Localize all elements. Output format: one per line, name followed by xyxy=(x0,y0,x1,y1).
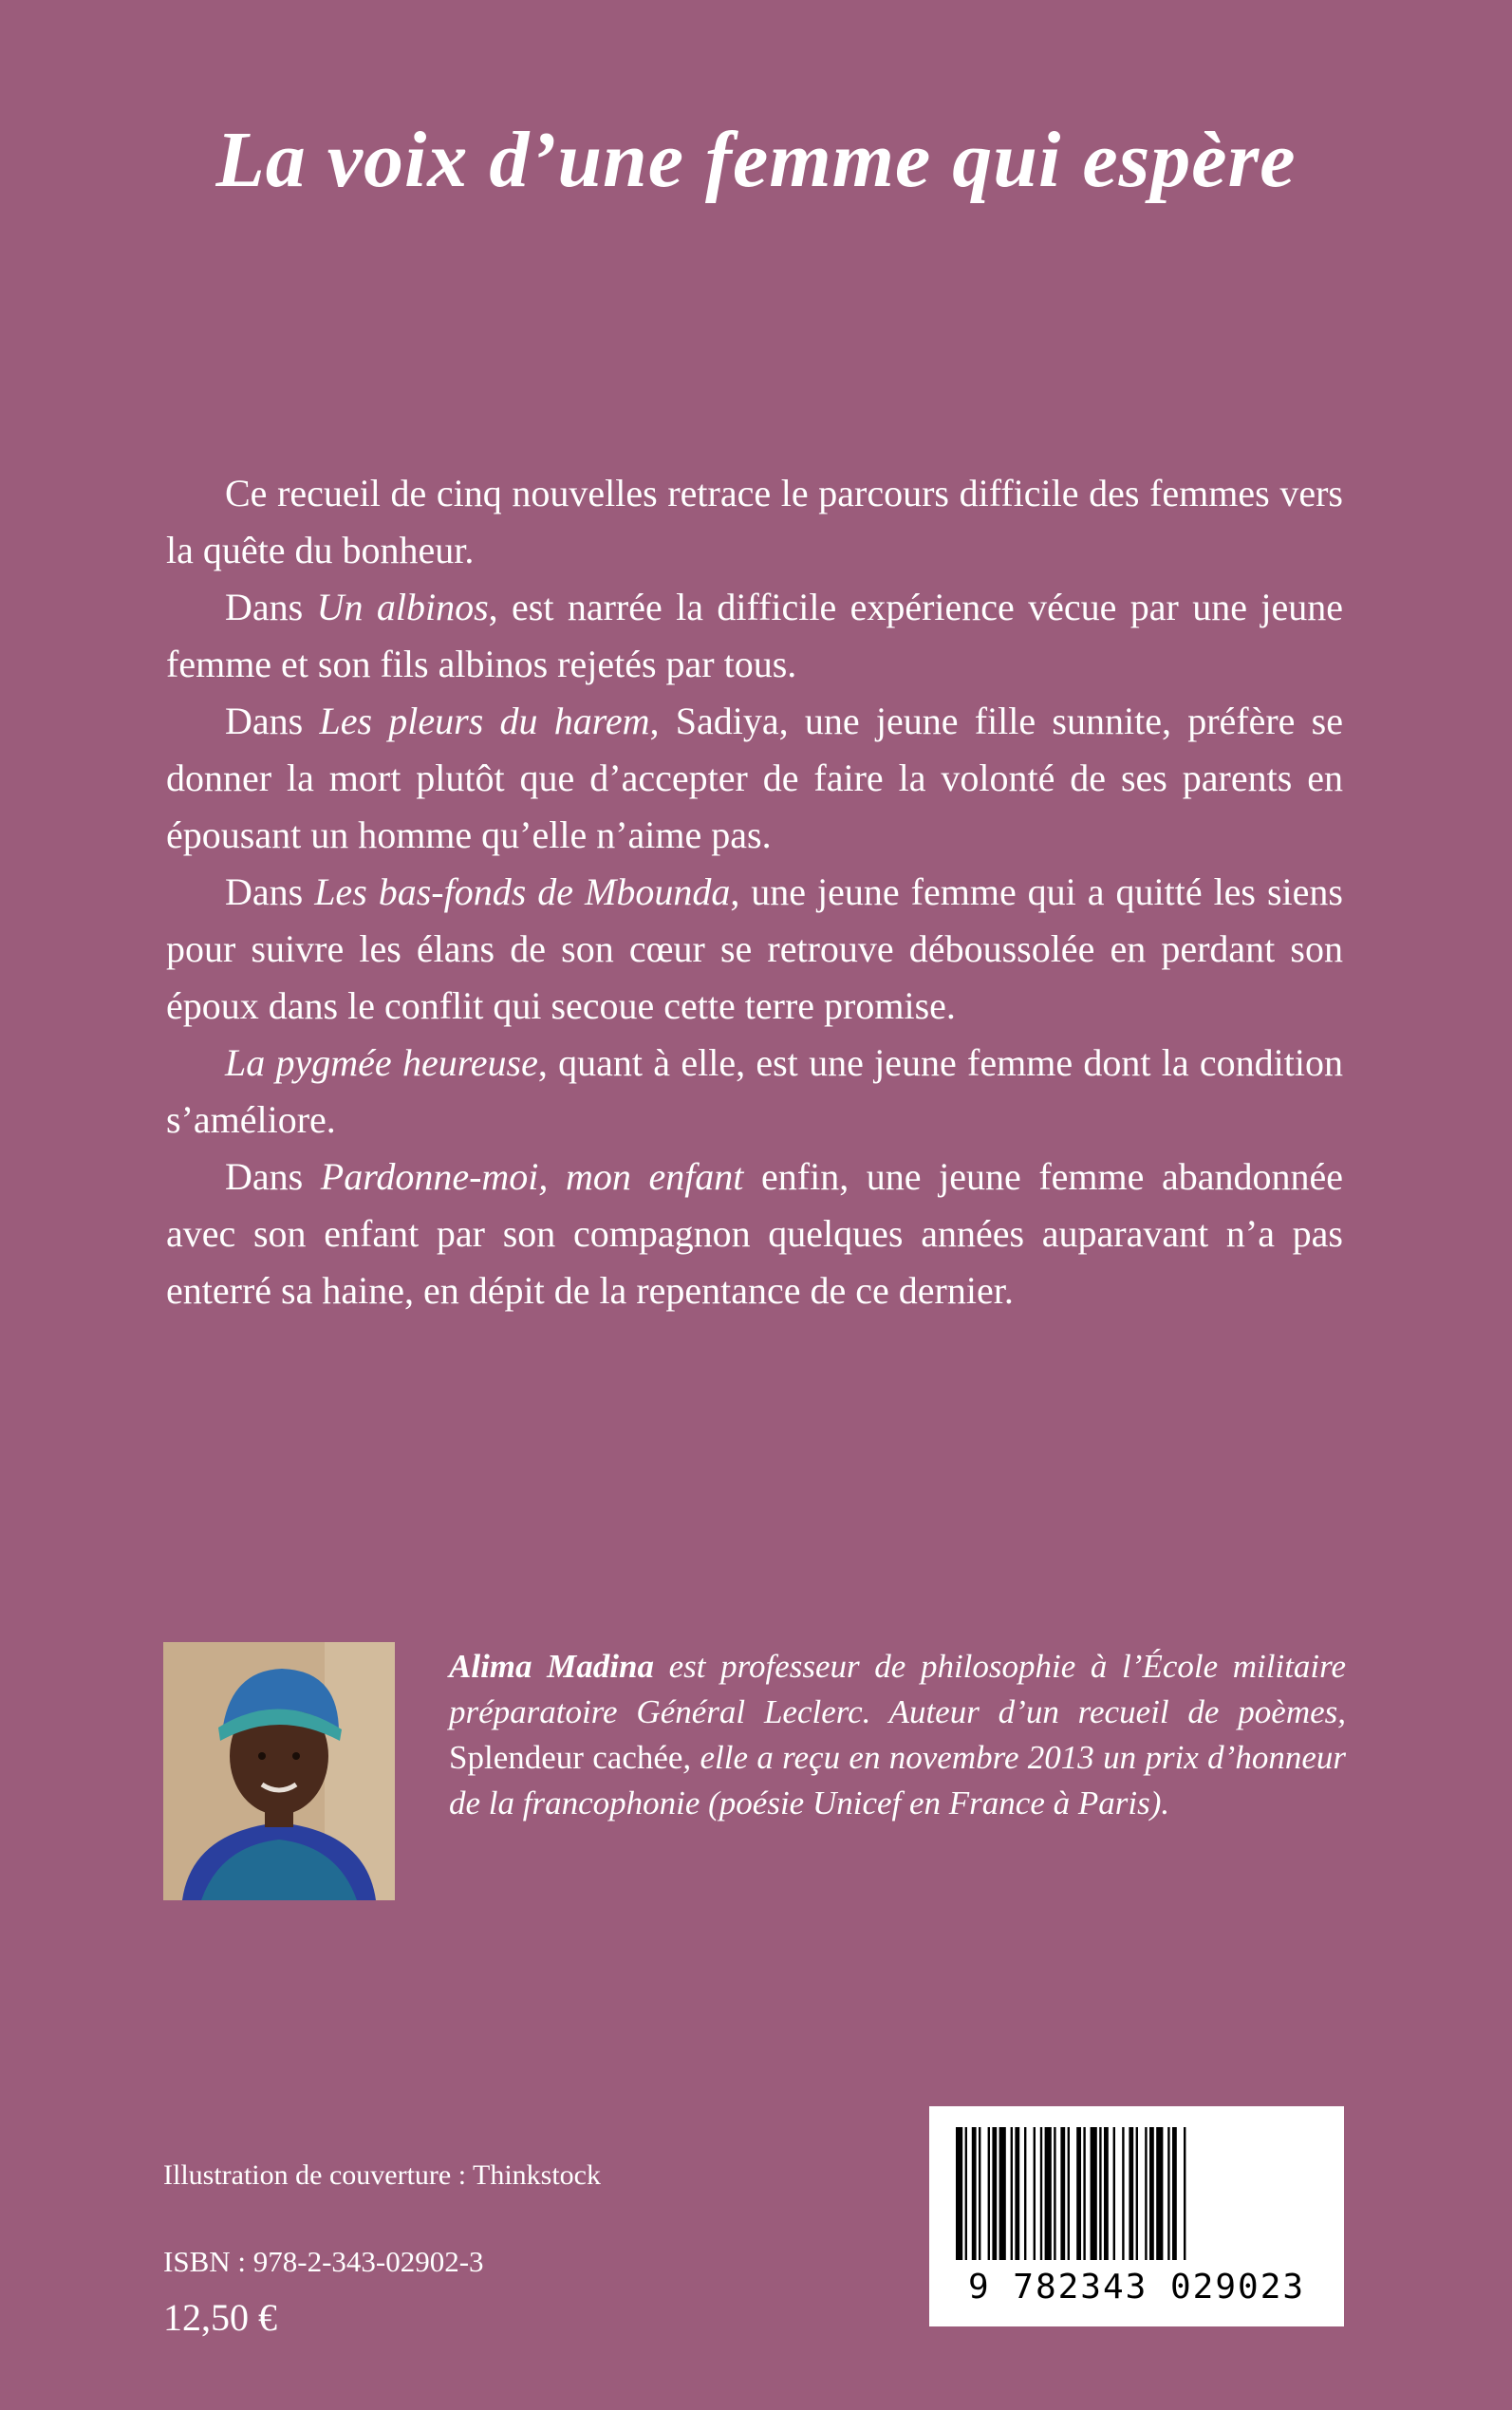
barcode-bar xyxy=(1024,2127,1026,2260)
barcode-bar xyxy=(1136,2127,1138,2260)
book-reference: Splendeur cachée xyxy=(449,1739,683,1776)
paragraph-text: Dans xyxy=(225,1155,321,1198)
barcode-bar xyxy=(1060,2127,1065,2260)
story-title: La pygmée heureuse xyxy=(225,1041,538,1084)
story-title: Pardonne-moi, mon enfant xyxy=(320,1155,744,1198)
synopsis-paragraph xyxy=(166,1149,1343,1319)
barcode-bar xyxy=(1045,2127,1052,2260)
paragraph-text: Dans xyxy=(225,700,320,742)
paragraph-text: , est narrée la difficile expérience vécue par une jeune femme et son fils albinos rejetés par tous. xyxy=(166,586,1344,685)
barcode-bar xyxy=(979,2127,980,2260)
story-title: Un albinos xyxy=(316,586,489,628)
paragraph-text: , une jeune femme qui a quitté les siens pour suivre les élans de son cœur se retrouve déboussolée en perdant son époux dans le conflit qui secoue cette terre promise. xyxy=(166,870,1343,1027)
synopsis-paragraph xyxy=(166,465,1343,579)
isbn: ISBN : 978-2-343-02902-3 xyxy=(163,2245,484,2278)
author-name: Alima Madina xyxy=(449,1648,654,1685)
synopsis-paragraph xyxy=(166,1035,1343,1149)
barcode-bar xyxy=(1068,2127,1070,2260)
barcode-bar xyxy=(1083,2127,1085,2260)
paragraph-text: , quant à elle, est une jeune femme dont la condition s’améliore. xyxy=(166,1041,1343,1141)
barcode-bar xyxy=(1129,2127,1133,2260)
barcode-bar xyxy=(1011,2127,1013,2260)
barcode-bar xyxy=(956,2127,962,2260)
barcode-bar xyxy=(1099,2127,1101,2260)
paragraph-text: Ce recueil de cinq nouvelles retrace le parcours difficile des femmes vers la quête du bonheur. xyxy=(166,472,1343,571)
story-title: Les bas-fonds de Mbounda xyxy=(314,870,731,913)
story-title: Les pleurs du harem xyxy=(319,700,650,742)
author-photo xyxy=(163,1642,395,1900)
price: 12,50 € xyxy=(163,2296,277,2339)
barcode-bar xyxy=(1015,2127,1019,2260)
barcode-bar xyxy=(1104,2127,1109,2260)
bio-text: est professeur de philosophie à l’École militaire préparatoire Général Leclerc. Auteur d’un recueil de poèmes, xyxy=(449,1648,1347,1730)
barcode-bar xyxy=(1167,2127,1169,2260)
paragraph-text: enfin, une jeune femme abandonnée avec son enfant par son compagnon quelques années auparavant n’a pas enterré sa haine, en dépit de la repentance de ce dernier. xyxy=(166,1155,1343,1312)
barcode xyxy=(929,2106,1344,2326)
author-portrait-icon xyxy=(163,1642,395,1900)
barcode-bar xyxy=(1113,2127,1115,2260)
barcode-bar xyxy=(1054,2127,1055,2260)
barcode-bar xyxy=(972,2127,977,2260)
barcode-bar xyxy=(1145,2127,1147,2260)
barcode-bar xyxy=(1156,2127,1163,2260)
bio-text: , elle a reçu en novembre 2013 un prix d’honneur de la francophonie (poésie Unicef en France à Paris). xyxy=(449,1739,1346,1822)
barcode-bar xyxy=(999,2127,1006,2260)
synopsis-paragraph xyxy=(166,693,1343,864)
barcode-bar xyxy=(992,2127,997,2260)
barcode-bar xyxy=(1034,2127,1036,2260)
synopsis xyxy=(166,465,1343,1319)
paragraph-text: Dans xyxy=(225,586,317,628)
synopsis-paragraph xyxy=(166,579,1343,693)
barcode-digits: 9 782343 029023 xyxy=(967,2268,1306,2307)
barcode-bar xyxy=(988,2127,990,2260)
paragraph-text: Dans xyxy=(225,870,315,913)
paragraph-text: , Sadiya, une jeune fille sunnite, préfère se donner la mort plutôt que d’accepter de faire la volonté de ses parents en épousant un homme qu’elle n’aime pas. xyxy=(166,700,1344,856)
barcode-bar xyxy=(1172,2127,1177,2260)
barcode-bar xyxy=(1149,2127,1154,2260)
barcode-bar xyxy=(1122,2127,1124,2260)
cover-credit: Illustration de couverture : Thinkstock xyxy=(163,2159,602,2191)
author-bio xyxy=(449,1644,1346,1826)
barcode-bar xyxy=(1040,2127,1042,2260)
barcode-bar xyxy=(1091,2127,1097,2260)
synopsis-paragraph xyxy=(166,864,1343,1035)
barcode-bar xyxy=(1076,2127,1081,2260)
barcode-bar xyxy=(965,2127,967,2260)
book-title: La voix d’une femme qui espère xyxy=(215,116,1297,204)
barcode-bar xyxy=(1184,2127,1185,2260)
